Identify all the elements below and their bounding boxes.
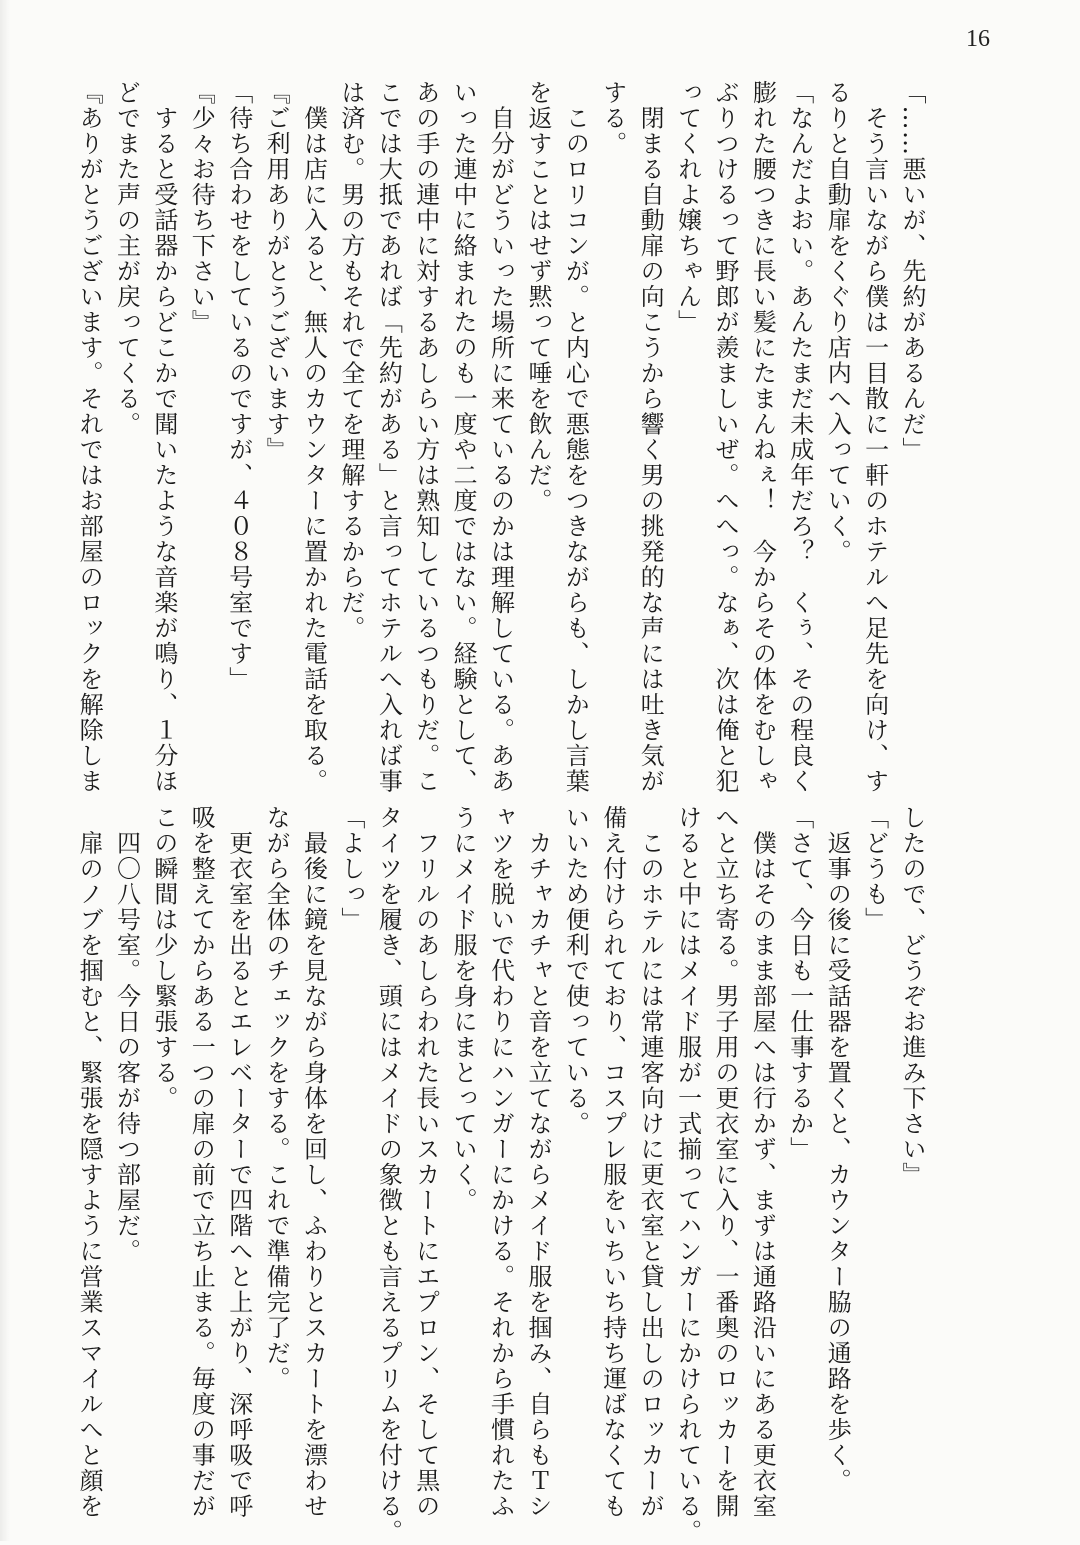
text-line: タイツを履き、頭にはメイドの象徴とも言えるプリムを付ける。 — [374, 805, 403, 1545]
text-line: 最後に鏡を見ながら身体を回し、ふわりとスカートを漂わせ — [299, 805, 328, 1519]
text-line: そう言いながら僕は一目散に一軒のホテルへ足先を向け、す — [860, 80, 889, 794]
text-line: ながら全体のチェックをする。これで準備完了だ。 — [262, 805, 291, 1392]
text-line: を返すことはせず黙って唾を飲んだ。 — [523, 80, 552, 514]
text-block-bottom — [75, 805, 930, 1545]
text-line: 「よしっ」 — [336, 805, 365, 933]
text-line: こでは大抵であれば「先約がある」と言ってホテルへ入れば事 — [374, 80, 403, 794]
text-line: この瞬間は少し緊張する。 — [149, 805, 178, 1111]
text-line: けると中にはメイド服が一式揃ってハンガーにかけられている。 — [673, 805, 702, 1545]
text-line: 更衣室を出るとエレベーターで四階へと上がり、深呼吸で呼 — [224, 805, 253, 1519]
text-line: 自分がどういった場所に来ているのかは理解している。ああ — [486, 80, 515, 794]
text-line: したので、どうぞお進み下さい』 — [898, 805, 926, 1188]
text-line: 僕は店に入ると、無人のカウンターに置かれた電話を取る。 — [299, 80, 328, 794]
page-binding-shadow — [0, 0, 10, 1541]
text-line: 膨れた腰つきに長い髪にたまんねぇ！ 今からその体をむしゃ — [748, 80, 777, 794]
text-line: 返事の後に受話器を置くと、カウンター脇の通路を歩く。 — [823, 805, 852, 1494]
text-line: 「さて、今日も一仕事するか」 — [785, 805, 814, 1162]
text-line: すると受話器からどこかで聞いたような音楽が鳴り、１分ほ — [149, 80, 178, 794]
text-line: は済む。男の方もそれで全てを理解するからだ。 — [336, 80, 365, 641]
page-number: 16 — [966, 26, 990, 52]
text-line: このロリコンが。と内心で悪態をつきながらも、しかし言葉 — [561, 80, 590, 794]
text-line: 「なんだよおい。あんたまだ未成年だろ？ くぅ、その程良く — [785, 80, 814, 794]
text-line: 『ありがとうございます。それではお部屋のロックを解除しま — [75, 80, 104, 794]
text-line: 四〇八号室。今日の客が待つ部屋だ。 — [112, 805, 141, 1264]
text-line: 「どうも」 — [860, 805, 889, 933]
text-line: うにメイド服を身にまとっていく。 — [449, 805, 478, 1213]
text-line: ャツを脱いで代わりにハンガーにかける。それから手慣れたふ — [486, 805, 515, 1519]
text-line: どでまた声の主が戻ってくる。 — [112, 80, 141, 437]
text-line: このホテルには常連客向けに更衣室と貸し出しのロッカーが — [636, 805, 665, 1519]
text-line: ってくれよ嬢ちゃん」 — [673, 80, 702, 335]
text-line: 吸を整えてからある一つの扉の前で立ち止まる。毎度の事だが — [187, 805, 216, 1519]
text-line: 僕はそのまま部屋へは行かず、まずは通路沿いにある更衣室 — [748, 805, 777, 1519]
text-line: 備え付けられており、コスプレ服をいちいち持ち運ばなくても — [598, 805, 627, 1519]
text-line: 『少々お待ち下さい』 — [187, 80, 216, 335]
text-line: 閉まる自動扉の向こうから響く男の挑発的な声には吐き気が — [636, 80, 665, 794]
text-line: へと立ち寄る。男子用の更衣室に入り、一番奥のロッカーを開 — [710, 805, 739, 1519]
text-block-top — [75, 80, 930, 794]
text-line: 『ご利用ありがとうございます』 — [262, 80, 291, 463]
text-line: 「待ち合わせをしているのですが、４０８号室です」 — [224, 80, 253, 692]
text-line: 扉のノブを掴むと、緊張を隠すように営業スマイルへと顔を — [75, 805, 104, 1519]
text-line: ぶりつけるって野郎が羨ましいぜ。へへっ。なぁ、次は俺と犯 — [710, 80, 739, 794]
text-line: あの手の連中に対するあしらい方は熟知しているつもりだ。こ — [411, 80, 440, 794]
text-line: いった連中に絡まれたのも一度や二度ではない。経験として、 — [449, 80, 478, 794]
text-line: いいため便利で使っている。 — [561, 805, 590, 1137]
text-line: フリルのあしらわれた長いスカートにエプロン、そして黒の — [411, 805, 440, 1519]
text-line: るりと自動扉をくぐり店内へ入っていく。 — [823, 80, 852, 565]
text-line: 「……悪いが、先約があるんだ」 — [898, 80, 926, 463]
text-line: する。 — [598, 80, 627, 157]
text-line: カチャカチャと音を立てながらメイド服を掴み、自らもＴシ — [523, 805, 552, 1519]
